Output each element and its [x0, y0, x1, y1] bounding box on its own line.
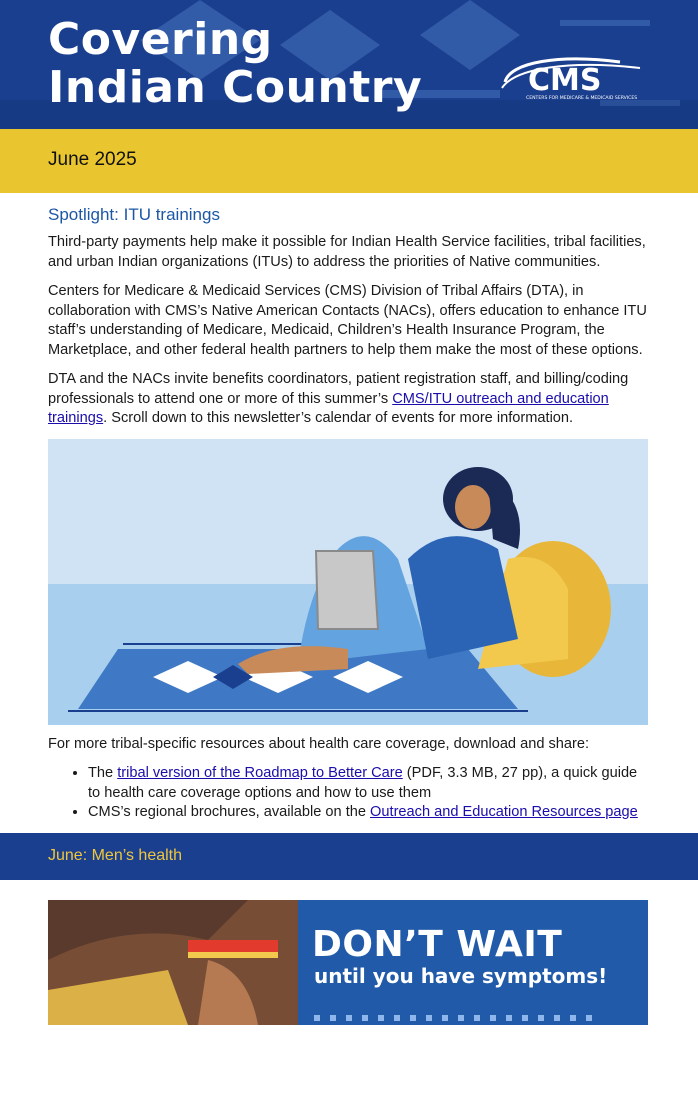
main-content: [0, 193, 698, 823]
list-item: [88, 803, 650, 823]
roadmap-link[interactable]: tribal version of the Roadmap to Better Care: [117, 765, 403, 781]
headdress-figure: [48, 900, 298, 1025]
date-band: [0, 129, 698, 193]
list-item: [88, 764, 650, 803]
resources-list: [48, 764, 650, 823]
newsletter-title: [48, 16, 422, 112]
resources-intro: For more tribal-specific resources about health care coverage, download and share:: [48, 735, 590, 752]
dont-wait-banner: [48, 900, 648, 1025]
spotlight-heading: Spotlight: ITU trainings: [48, 205, 220, 224]
p3-text-before: DTA and the NACs invite benefits coordinators, patient registration staff, and billing/coding professionals to attend one or more of this summer’s: [48, 371, 629, 407]
spotlight-paragraph-1: Third-party payments help make it possible for Indian Health Service facilities, tribal facilities, and urban Indian organizations (ITUs) to address the priorities of Native communities.: [48, 234, 646, 270]
svg-text:CMS: CMS: [528, 63, 602, 98]
itu-trainings-link[interactable]: CMS/ITU outreach and education trainings: [48, 390, 609, 426]
title-line-2: Indian Country: [48, 62, 423, 113]
section-heading: June: Men’s health: [48, 846, 183, 864]
banner-subline: until you have symptoms!: [314, 963, 608, 988]
woman-laptop-illustration: [48, 439, 648, 725]
spotlight-paragraph-3: [48, 370, 650, 429]
p3-text-after: . Scroll down to this newsletter’s calendar of events for more information.: [103, 410, 574, 426]
item1-text-after: (PDF, 3.3 MB, 27 pp), a quick guide to health care coverage options and how to use them: [88, 765, 638, 801]
mens-health-band: [0, 833, 698, 880]
newsletter-header: [0, 0, 698, 129]
banner-photo: [48, 900, 298, 1025]
spotlight-paragraph-2: Centers for Medicare & Medicaid Services (CMS) Division of Tribal Affairs (DTA), in collaboration with CMS’s Native American Contacts (NACs), offers education to enhance ITU staff’s understanding of Medicare, Medicaid, Children’s Health Insurance Program, the Marketplace, and other federal health partners to help them make the most of these options.: [48, 283, 647, 358]
cms-logo: [500, 52, 650, 102]
svg-text:CENTERS FOR MEDICARE & MEDICAI: CENTERS FOR MEDICARE & MEDICAID SERVICES: [526, 96, 638, 101]
banner-headline: DON’T WAIT: [312, 923, 563, 965]
issue-date: June 2025: [48, 149, 137, 170]
outreach-resources-link[interactable]: Outreach and Education Resources page: [370, 804, 638, 820]
item2-text-before: CMS’s regional brochures, available on the: [88, 804, 371, 820]
item1-text-before: The: [88, 765, 118, 781]
title-line-1: Covering: [48, 14, 273, 65]
banner-dots: [314, 1008, 602, 1025]
